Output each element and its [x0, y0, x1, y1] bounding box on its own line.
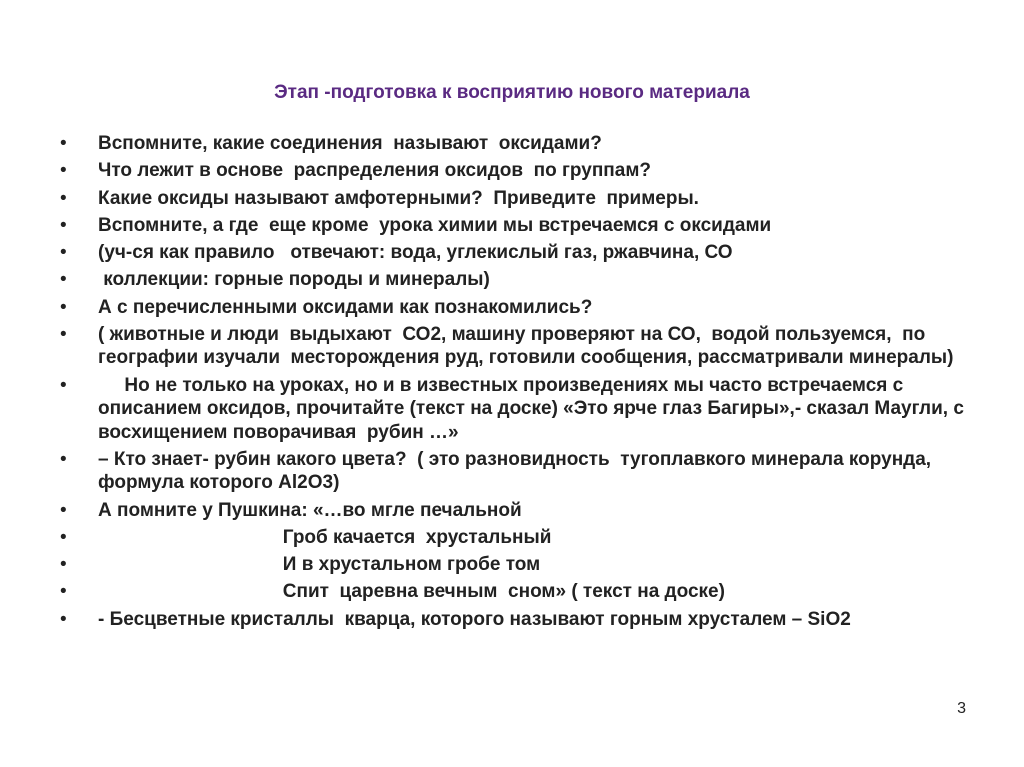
- bullet-text: Что лежит в основе распределения оксидов по группам?: [98, 160, 651, 182]
- bullet-marker: •: [60, 133, 67, 154]
- bullet-item: [56, 187, 976, 210]
- bullet-item: [56, 296, 976, 319]
- page-number: 3: [957, 700, 966, 717]
- bullet-item: [56, 159, 976, 182]
- bullet-marker: •: [60, 242, 67, 264]
- bullet-text: Какие оксиды называют амфотерными? Приведите примеры.: [98, 187, 699, 209]
- bullet-item: [56, 214, 976, 237]
- bullet-marker: •: [60, 448, 67, 470]
- bullet-marker: •: [60, 526, 67, 548]
- bullet-item: [56, 580, 976, 603]
- bullet-marker: •: [60, 324, 67, 346]
- bullet-text: Но не только на уроках, но и в известных произведениях мы часто встречаемся с описанием оксидов, прочитайте (текст на доске) «Это ярче глаз Багиры»,- сказал Маугли, с восхищением поворачивая рубин …»: [98, 374, 970, 443]
- bullet-marker: •: [60, 160, 67, 182]
- bullet-marker: •: [60, 269, 67, 291]
- bullet-text: ( животные и люди выдыхают СО2, машину проверяют на СО, водой пользуемся, по географии изучали месторождения руд, готовили сообщения, рассматривали минералы): [98, 324, 954, 369]
- bullet-item: [56, 448, 976, 495]
- bullet-list: [56, 132, 976, 635]
- bullet-marker: •: [60, 499, 67, 521]
- bullet-marker: •: [60, 296, 67, 318]
- bullet-text: (уч-ся как правило отвечают: вода, углекислый газ, ржавчина, СО: [98, 242, 733, 264]
- bullet-text: – Кто знает- рубин какого цвета? ( это разновидность тугоплавкого минерала корунда, формула которого Al2O3): [98, 448, 937, 494]
- bullet-text: А с перечисленными оксидами как познакомились?: [98, 296, 593, 318]
- bullet-item: [56, 132, 976, 155]
- bullet-item: [56, 526, 976, 549]
- bullet-text: А помните у Пушкина: «…во мгле печальной: [98, 499, 522, 521]
- bullet-text: И в хрустальном гробе том: [98, 554, 541, 576]
- bullet-item: [56, 374, 976, 444]
- bullet-item: [56, 553, 976, 576]
- bullet-marker: •: [60, 187, 67, 209]
- bullet-text: коллекции: горные породы и минералы): [98, 269, 490, 291]
- slide-title: Этап -подготовка к восприятию нового материала: [274, 82, 750, 103]
- bullet-item: [56, 268, 976, 291]
- bullet-text: - Бесцветные кристаллы кварца, которого называют горным хрусталем – SiO2: [98, 608, 851, 630]
- bullet-item: [56, 499, 976, 522]
- bullet-text: Вспомните, а где еще кроме урока химии мы встречаемся с оксидами: [98, 214, 772, 236]
- bullet-marker: •: [60, 214, 67, 236]
- bullet-marker: •: [60, 554, 67, 576]
- bullet-marker: •: [60, 374, 67, 396]
- bullet-item: [56, 608, 976, 631]
- bullet-marker: •: [60, 608, 67, 630]
- bullet-text: Вспомните, какие соединения называют оксидами?: [98, 133, 602, 154]
- bullet-text: Гроб качается хрустальный: [98, 526, 552, 548]
- bullet-text: Спит царевна вечным сном» ( текст на доске): [98, 581, 725, 603]
- bullet-item: [56, 241, 976, 264]
- bullet-item: [56, 323, 976, 370]
- bullet-marker: •: [60, 581, 67, 603]
